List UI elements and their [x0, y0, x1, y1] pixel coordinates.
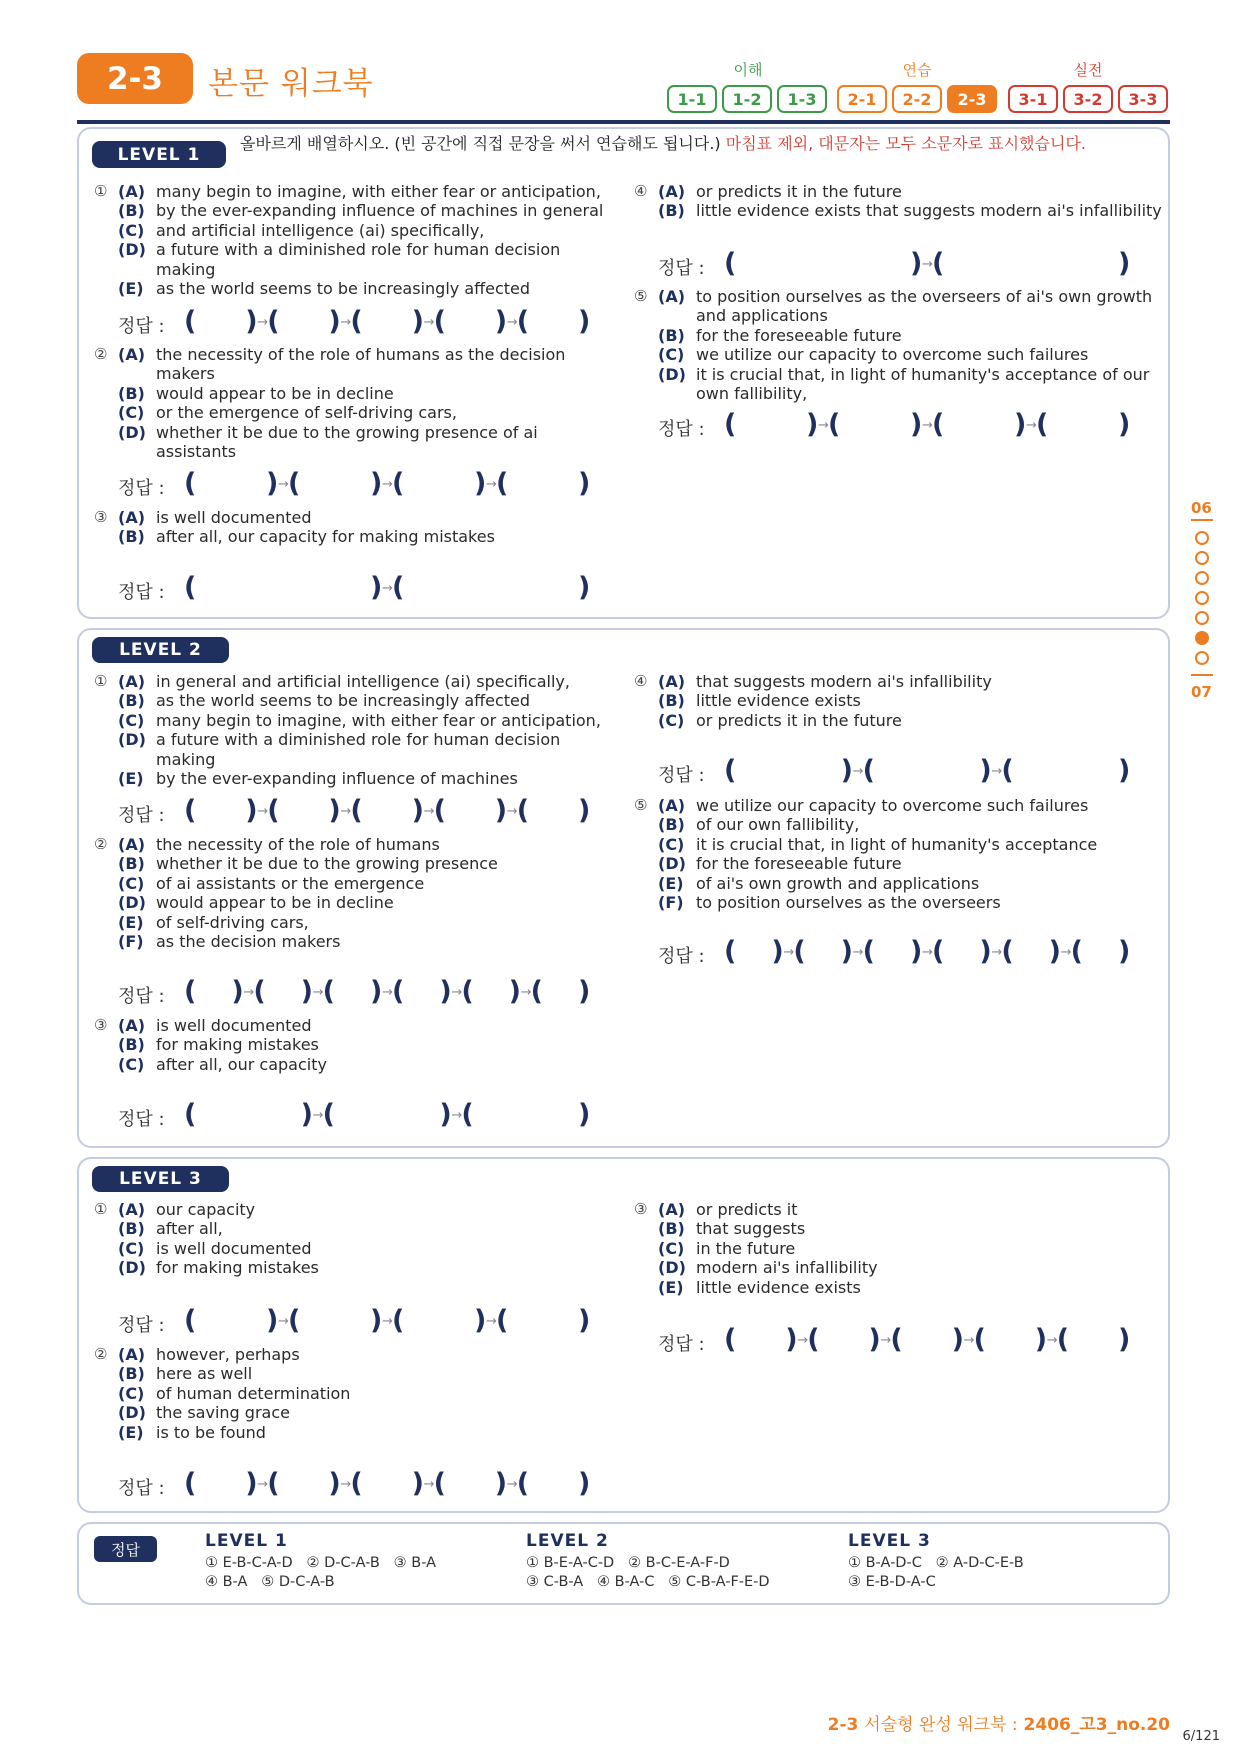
answer-slot-close[interactable]: )	[771, 936, 784, 967]
answer-slot-open[interactable]: (	[184, 795, 197, 826]
answer-slot-open[interactable]: (	[184, 1099, 197, 1130]
tab-3-1[interactable]: 3-1	[1008, 85, 1058, 113]
answer-slot-open[interactable]: (	[253, 976, 266, 1007]
answer-line[interactable]	[658, 1324, 1158, 1358]
option-d: (D) a future with a diminished role for human decision making	[118, 240, 561, 279]
answer-label: 정답 :	[118, 1315, 165, 1336]
answer-slot-open[interactable]: (	[516, 306, 530, 337]
answer-slot-open[interactable]: (	[322, 1099, 335, 1130]
arrow-icon: →	[922, 257, 933, 272]
answer-slot-open[interactable]: (	[184, 468, 197, 499]
option-d: (D) for the foreseeable future	[658, 854, 902, 874]
answer-slot-open[interactable]: (	[724, 755, 737, 786]
arrow-icon: →	[506, 315, 518, 330]
answer-slot-close[interactable]: )	[370, 1305, 383, 1336]
arrow-icon: →	[1046, 1333, 1058, 1348]
option-a: (A) is well documented	[118, 508, 312, 527]
option-b: (B) for the foreseeable future	[658, 325, 902, 345]
arrow-icon: →	[991, 945, 1003, 960]
header-divider	[77, 120, 1170, 124]
answer-slot-open[interactable]: (	[350, 306, 363, 337]
answer-label: 정답 :	[118, 478, 165, 499]
option-e: (E) little evidence exists	[658, 1277, 861, 1297]
answer-slot-open[interactable]: (	[724, 1324, 737, 1355]
answer-slot-open[interactable]: (	[1036, 409, 1049, 440]
answer-slot-open[interactable]: (	[433, 1468, 446, 1499]
arrow-icon: →	[257, 804, 269, 819]
option-b: (B) after all,	[118, 1219, 223, 1239]
answer-slot-close[interactable]: )	[1048, 936, 1061, 967]
answer-slot-close[interactable]: )	[439, 976, 452, 1007]
answer-slot-open[interactable]: (	[724, 936, 737, 967]
option-a: (A) or predicts it in the future	[658, 182, 902, 201]
answer-slot-close[interactable]: )	[910, 409, 923, 440]
answer-slot-close[interactable]: )	[951, 1324, 964, 1355]
answer-slot-close[interactable]: )	[578, 976, 591, 1007]
option-e: (E) of ai's own growth and applications	[658, 873, 980, 893]
option-a: (A) that suggests modern ai's infallibility	[658, 672, 992, 691]
arrow-icon: →	[340, 804, 352, 819]
l2-question-5: ⑤ (A) we utilize our capacity to overcome such failures (B) of our own fallibility, (C) it is crucial that, in light of humanity's acceptance (D) for the foreseeable future (E) of ai's own growth and applications (F) to position ourselves as the overseers	[634, 796, 1154, 912]
answer-label: 정답 :	[118, 582, 165, 603]
answer-label: 정답 :	[658, 765, 705, 786]
answer-slot-close[interactable]: )	[508, 976, 521, 1007]
answer-slot-open[interactable]: (	[828, 409, 841, 440]
answer-slot-close[interactable]: )	[231, 976, 244, 1007]
option-a: (A) our capacity	[118, 1200, 256, 1219]
option-a: (A) in general and artificial intelligence (ai) specifically,	[118, 672, 570, 691]
option-c: (C) of human determination	[118, 1383, 351, 1403]
answer-label: 정답 :	[118, 1478, 165, 1499]
answer-line[interactable]	[118, 572, 618, 606]
progress-dot	[1195, 591, 1209, 605]
arrow-icon: →	[520, 985, 532, 1000]
option-d: (D) for making mistakes	[118, 1258, 319, 1278]
option-c: (C) or predicts it in the future	[658, 710, 902, 730]
answer-slot-open[interactable]: (	[350, 795, 363, 826]
footer-title: 2-3 서술형 완성 워크북 : 2406_고3_no.20	[827, 1715, 1170, 1735]
progress-dot	[1195, 611, 1209, 625]
arrow-icon: →	[423, 804, 435, 819]
instruction	[240, 134, 1140, 154]
progress-dot	[1195, 571, 1209, 585]
answer-slot-close[interactable]: )	[1014, 409, 1027, 440]
answer-slot-close[interactable]: )	[494, 306, 508, 337]
answer-slot-open[interactable]: (	[1001, 936, 1014, 967]
answer-slot-open[interactable]: (	[932, 248, 945, 279]
answer-slot-close[interactable]: )	[578, 306, 591, 337]
option-c: (C) after all, our capacity	[118, 1054, 327, 1074]
arrow-icon: →	[382, 985, 393, 1000]
answer-slot-open[interactable]: (	[433, 795, 446, 826]
answer-slot-close[interactable]: )	[979, 936, 992, 967]
answer-slot-open[interactable]: (	[890, 1324, 903, 1355]
arrow-icon: →	[340, 315, 352, 330]
option-e: (E) by the ever-expanding influence of machines	[118, 769, 518, 789]
arrow-icon: →	[991, 764, 1003, 779]
progress-dot	[1195, 531, 1209, 545]
answer-slot-open[interactable]: (	[862, 936, 875, 967]
option-d: (D) would appear to be in decline	[118, 893, 394, 913]
arrow-icon: →	[486, 1314, 497, 1329]
l1-question-1: ① (A) many begin to imagine, with either fear or anticipation, (B) by the ever-expanding influence of machines in general (C) and artificial intelligence (ai) specifically, (D) a future with a diminished role for human decision making (E) as the world seems to be increasingly affected	[94, 182, 614, 298]
arrow-icon: →	[257, 315, 269, 330]
option-b: (B) as the world seems to be increasingly affected	[118, 691, 531, 711]
answer-label: 정답 :	[118, 1109, 165, 1130]
answer-slot-open[interactable]: (	[184, 1305, 197, 1336]
answer-slot-close[interactable]: )	[474, 1305, 487, 1336]
answer-slot-close[interactable]: )	[328, 306, 341, 337]
arrow-icon: →	[506, 1477, 518, 1492]
answer-slot-open[interactable]: (	[932, 409, 945, 440]
answer-slot-close[interactable]: )	[578, 1305, 591, 1336]
tab-3-3[interactable]: 3-3	[1118, 85, 1168, 113]
level1-badge: LEVEL 1	[92, 141, 226, 168]
option-d: (D) the saving grace	[118, 1403, 290, 1423]
option-e: (E) of self-driving cars,	[118, 912, 309, 932]
progress-dot-current	[1195, 631, 1209, 645]
answer-slot-close[interactable]: )	[840, 936, 853, 967]
arrow-icon: →	[486, 477, 497, 492]
option-b: (B) for making mistakes	[118, 1035, 319, 1055]
answer-label: 정답 :	[118, 986, 165, 1007]
answer-slot-open[interactable]: (	[461, 976, 474, 1007]
answer-slot-close[interactable]: )	[840, 755, 853, 786]
option-b: (B) little evidence exists	[658, 691, 861, 711]
answer-line[interactable]	[118, 1305, 618, 1339]
arrow-icon: →	[423, 315, 435, 330]
answer-slot-close[interactable]: )	[1118, 248, 1131, 279]
answer-slot-close[interactable]: )	[806, 409, 819, 440]
option-a: (A) the necessity of the role of humans as the decision makers	[118, 345, 566, 384]
arrow-icon: →	[243, 985, 255, 1000]
option-c: (C) and artificial intelligence (ai) specifically,	[118, 220, 485, 240]
option-e: (E) is to be found	[118, 1422, 266, 1442]
answer-slot-close[interactable]: )	[370, 468, 383, 499]
arrow-icon: →	[382, 1314, 393, 1329]
option-b: (B) that suggests	[658, 1219, 806, 1239]
l2-question-2: ② (A) the necessity of the role of humans (B) whether it be due to the growing presence (C) of ai assistants or the emergence (D) would appear to be in decline (E) of self-driving cars, (F) as the decision makers	[94, 835, 614, 951]
answer-slot-open[interactable]: (	[1001, 755, 1014, 786]
answer-slot-open[interactable]: (	[392, 468, 405, 499]
option-b: (B) after all, our capacity for making mistakes	[118, 527, 495, 547]
option-c: (C) in the future	[658, 1238, 796, 1258]
answer-slot-open[interactable]: (	[793, 936, 806, 967]
option-b: (B) little evidence exists that suggests modern ai's infallibility	[658, 201, 1162, 221]
tab-1-1[interactable]: 1-1	[667, 85, 717, 113]
answer-key-level2: LEVEL 2 ① B-E-A-C-D ② B-C-E-A-F-D ③ C-B-A ④ B-A-C ⑤ C-B-A-F-E-D	[526, 1531, 770, 1590]
arrow-icon: →	[312, 1108, 324, 1123]
option-e: (E) as the world seems to be increasingly affected	[118, 279, 531, 299]
option-c: (C) is well documented	[118, 1238, 312, 1258]
side-number-bottom: 07	[1191, 683, 1212, 701]
arrow-icon: →	[852, 764, 864, 779]
arrow-icon: →	[451, 985, 463, 1000]
side-number-top: 06	[1191, 499, 1212, 517]
l1-question-5: ⑤ (A) to position ourselves as the overseers of ai's own growth and applications (B) for the foreseeable future (C) we utilize our capacity to overcome such failures (D) it is crucial that, in light of humanity's acceptance of our own fallibility,	[634, 287, 1153, 404]
answer-slot-close[interactable]: )	[439, 1099, 452, 1130]
answer-slot-open[interactable]: (	[350, 1468, 363, 1499]
l2-question-3: ③ (A) is well documented (B) for making mistakes (C) after all, our capacity	[94, 1016, 614, 1074]
answer-line[interactable]	[118, 1468, 618, 1502]
answer-slot-close[interactable]: )	[300, 976, 313, 1007]
answer-slot-close[interactable]: )	[328, 1468, 341, 1499]
answer-line[interactable]	[118, 976, 618, 1010]
answer-slot-open[interactable]: (	[862, 755, 875, 786]
option-a: (A) we utilize our capacity to overcome such failures	[658, 796, 1089, 815]
option-b: (B) of our own fallibility,	[658, 815, 860, 835]
answer-slot-close[interactable]: )	[910, 248, 923, 279]
answer-line[interactable]	[658, 248, 1158, 282]
arrow-icon: →	[312, 985, 324, 1000]
answer-slot-open[interactable]: (	[516, 1468, 530, 1499]
answer-slot-open[interactable]: (	[1056, 1324, 1070, 1355]
option-c: (C) or the emergence of self-driving cars,	[118, 403, 457, 423]
arrow-icon: →	[506, 804, 518, 819]
answer-key-level1: LEVEL 1 ① E-B-C-A-D ② D-C-A-B ③ B-A ④ B-A ⑤ D-C-A-B	[205, 1531, 437, 1590]
option-c: (C) it is crucial that, in light of humanity's acceptance	[658, 834, 1098, 854]
l3-question-3: ③ (A) or predicts it (B) that suggests (C) in the future (D) modern ai's infallibility (E) little evidence exists	[634, 1200, 1154, 1297]
section-badge: 2-3	[77, 53, 193, 104]
answer-slot-close[interactable]: )	[868, 1324, 881, 1355]
answer-slot-open[interactable]: (	[1070, 936, 1083, 967]
answer-slot-close[interactable]: )	[1118, 936, 1131, 967]
option-d: (D) modern ai's infallibility	[658, 1258, 878, 1278]
answer-slot-open[interactable]: (	[433, 306, 446, 337]
answer-slot-open[interactable]: (	[516, 795, 530, 826]
option-f: (F) to position ourselves as the overseers	[658, 893, 1001, 913]
answer-line[interactable]	[118, 468, 618, 502]
side-divider-bottom	[1191, 674, 1213, 676]
answer-slot-close[interactable]: )	[578, 572, 591, 603]
side-divider-top	[1191, 519, 1213, 521]
l2-question-4: ④ (A) that suggests modern ai's infallibility (B) little evidence exists (C) or predicts it in the future	[634, 672, 1154, 730]
answer-slot-close[interactable]: )	[910, 936, 923, 967]
arrow-icon: →	[278, 477, 289, 492]
answer-slot-close[interactable]: )	[1118, 409, 1131, 440]
answer-line[interactable]	[658, 409, 1158, 443]
arrow-icon: →	[278, 1314, 289, 1329]
level3-badge: LEVEL 3	[92, 1166, 229, 1192]
option-a: (A) however, perhaps	[118, 1345, 300, 1364]
answer-slot-close[interactable]: )	[266, 1305, 279, 1336]
option-a: (A) the necessity of the role of humans	[118, 835, 440, 854]
tab-1-3[interactable]: 1-3	[777, 85, 827, 113]
answer-slot-close[interactable]: )	[245, 1468, 258, 1499]
answer-label: 정답 :	[658, 419, 705, 440]
answer-slot-open[interactable]: (	[724, 409, 737, 440]
arrow-icon: →	[797, 1333, 809, 1348]
answer-slot-open[interactable]: (	[807, 1324, 820, 1355]
arrow-icon: →	[783, 945, 795, 960]
option-c: (C) of ai assistants or the emergence	[118, 873, 425, 893]
answer-slot-open[interactable]: (	[392, 976, 405, 1007]
answer-slot-close[interactable]: )	[474, 468, 487, 499]
answer-slot-close[interactable]: )	[245, 795, 258, 826]
option-b: (B) would appear to be in decline	[118, 383, 394, 403]
answer-label: 정답 :	[658, 1334, 705, 1355]
answer-slot-open[interactable]: (	[496, 1305, 509, 1336]
l3-question-1: ① (A) our capacity (B) after all, (C) is well documented (D) for making mistakes	[94, 1200, 614, 1278]
answer-slot-close[interactable]: )	[785, 1324, 798, 1355]
option-b: (B) here as well	[118, 1364, 253, 1384]
group-label-real: 실전	[1073, 61, 1103, 79]
answer-label: 정답 :	[118, 316, 165, 337]
tab-1-2[interactable]: 1-2	[722, 85, 772, 113]
option-d: (D) whether it be due to the growing presence of ai assistants	[118, 422, 538, 462]
answer-label: 정답 :	[118, 805, 165, 826]
arrow-icon: →	[423, 1477, 435, 1492]
answer-slot-open[interactable]: (	[184, 976, 197, 1007]
l2-question-1: ① (A) in general and artificial intelligence (ai) specifically, (B) as the world seems to be increasingly affected (C) many begin to imagine, with either fear or anticipation, (D) a future with a diminished role for human decision making (E) by the ever-expanding influence of machines	[94, 672, 614, 788]
group-label-understand: 이해	[733, 61, 763, 79]
answer-slot-open[interactable]: (	[392, 572, 405, 603]
arrow-icon: →	[880, 1333, 892, 1348]
answer-label: 정답 :	[658, 946, 705, 967]
arrow-icon: →	[340, 1477, 352, 1492]
option-f: (F) as the decision makers	[118, 932, 341, 952]
answer-line[interactable]	[118, 795, 618, 829]
answer-slot-close[interactable]: )	[370, 572, 383, 603]
answer-slot-open[interactable]: (	[932, 936, 945, 967]
answer-slot-close[interactable]: )	[578, 468, 591, 499]
option-c: (C) we utilize our capacity to overcome such failures	[658, 345, 1089, 365]
l1-question-4: ④ (A) or predicts it in the future (B) little evidence exists that suggests modern ai's infallibility	[634, 182, 1164, 221]
answer-slot-close[interactable]: )	[1034, 1324, 1048, 1355]
answer-line[interactable]	[118, 1099, 618, 1133]
arrow-icon: →	[1060, 945, 1072, 960]
arrow-icon: →	[963, 1333, 975, 1348]
option-a: (A) or predicts it	[658, 1200, 798, 1219]
arrow-icon: →	[257, 1477, 269, 1492]
option-a: (A) to position ourselves as the overseers of ai's own growth and applications	[658, 287, 1153, 326]
answer-line[interactable]	[658, 755, 1158, 789]
answer-slot-close[interactable]: )	[245, 306, 258, 337]
answer-line[interactable]	[658, 936, 1158, 970]
option-b: (B) whether it be due to the growing presence	[118, 854, 498, 874]
tab-2-1[interactable]: 2-1	[837, 85, 887, 113]
answer-slot-close[interactable]: )	[494, 1468, 508, 1499]
answer-slot-close[interactable]: )	[578, 795, 591, 826]
progress-dot	[1195, 651, 1209, 665]
arrow-icon: →	[922, 418, 933, 433]
tab-2-3[interactable]: 2-3	[947, 85, 997, 113]
answer-slot-close[interactable]: )	[411, 795, 424, 826]
answer-slot-close[interactable]: )	[578, 1468, 591, 1499]
answer-slot-open[interactable]: (	[461, 1099, 474, 1130]
answer-slot-open[interactable]: (	[288, 468, 301, 499]
answer-slot-close[interactable]: )	[300, 1099, 313, 1130]
option-a: (A) is well documented	[118, 1016, 312, 1035]
answer-slot-open[interactable]: (	[322, 976, 335, 1007]
answer-slot-open[interactable]: (	[724, 248, 737, 279]
instruction-note: 마침표 제외, 대문자는 모두 소문자로 표시했습니다.	[725, 134, 1086, 153]
answer-slot-close[interactable]: )	[979, 755, 992, 786]
answer-slot-open[interactable]: (	[267, 795, 280, 826]
arrow-icon: →	[382, 477, 393, 492]
answer-key-level3: LEVEL 3 ① B-A-D-C ② A-D-C-E-B ③ E-B-D-A-C	[848, 1531, 1024, 1590]
option-d: (D) a future with a diminished role for human decision making	[118, 730, 561, 769]
arrow-icon: →	[922, 945, 933, 960]
answer-slot-close[interactable]: )	[411, 1468, 424, 1499]
answer-slot-open[interactable]: (	[184, 572, 197, 603]
option-b: (B) by the ever-expanding influence of machines in general	[118, 201, 604, 221]
group-label-practice: 연습	[902, 61, 932, 79]
option-a: (A) many begin to imagine, with either fear or anticipation,	[118, 182, 601, 201]
answer-slot-open[interactable]: (	[184, 306, 197, 337]
answer-slot-close[interactable]: )	[1118, 1324, 1131, 1355]
answer-slot-open[interactable]: (	[392, 1305, 405, 1336]
arrow-icon: →	[451, 1108, 463, 1123]
option-c: (C) many begin to imagine, with either fear or anticipation,	[118, 710, 601, 730]
answer-label: 정답 :	[658, 258, 705, 279]
level2-badge: LEVEL 2	[92, 637, 229, 663]
answer-slot-open[interactable]: (	[267, 1468, 280, 1499]
tab-3-2[interactable]: 3-2	[1063, 85, 1113, 113]
progress-dot	[1195, 551, 1209, 565]
answer-slot-open[interactable]: (	[530, 976, 543, 1007]
answer-slot-close[interactable]: )	[328, 795, 341, 826]
answer-slot-open[interactable]: (	[496, 468, 509, 499]
instruction-main: 올바르게 배열하시오. (빈 공간에 직접 문장을 써서 연습해도 됩니다.)	[240, 134, 721, 153]
answer-slot-close[interactable]: )	[370, 976, 383, 1007]
answer-slot-open[interactable]: (	[288, 1305, 301, 1336]
option-d: (D) it is crucial that, in light of humanity's acceptance of our own fallibility,	[658, 364, 1150, 404]
answer-slot-close[interactable]: )	[266, 468, 279, 499]
arrow-icon: →	[382, 581, 393, 596]
l1-question-2: ② (A) the necessity of the role of humans as the decision makers (B) would appear to be in decline (C) or the emergence of self-driving cars, (D) whether it be due to the growing presence of ai assistants	[94, 345, 584, 461]
answer-slot-close[interactable]: )	[411, 306, 424, 337]
answer-slot-open[interactable]: (	[267, 306, 280, 337]
answer-slot-close[interactable]: )	[578, 1099, 591, 1130]
page-number: 6/121	[1182, 1729, 1220, 1744]
page-title: 본문 워크북	[208, 66, 374, 102]
answer-slot-close[interactable]: )	[494, 795, 508, 826]
answer-slot-open[interactable]: (	[973, 1324, 986, 1355]
answer-slot-close[interactable]: )	[1118, 755, 1131, 786]
answer-key-badge: 정답	[94, 1536, 157, 1562]
answer-line[interactable]	[118, 306, 618, 340]
arrow-icon: →	[1026, 418, 1037, 433]
arrow-icon: →	[818, 418, 829, 433]
answer-slot-open[interactable]: (	[184, 1468, 197, 1499]
l1-question-3: ③ (A) is well documented (B) after all, our capacity for making mistakes	[94, 508, 584, 547]
l3-question-2: ② (A) however, perhaps (B) here as well (C) of human determination (D) the saving grace (E) is to be found	[94, 1345, 614, 1442]
arrow-icon: →	[852, 945, 864, 960]
tab-2-2[interactable]: 2-2	[892, 85, 942, 113]
